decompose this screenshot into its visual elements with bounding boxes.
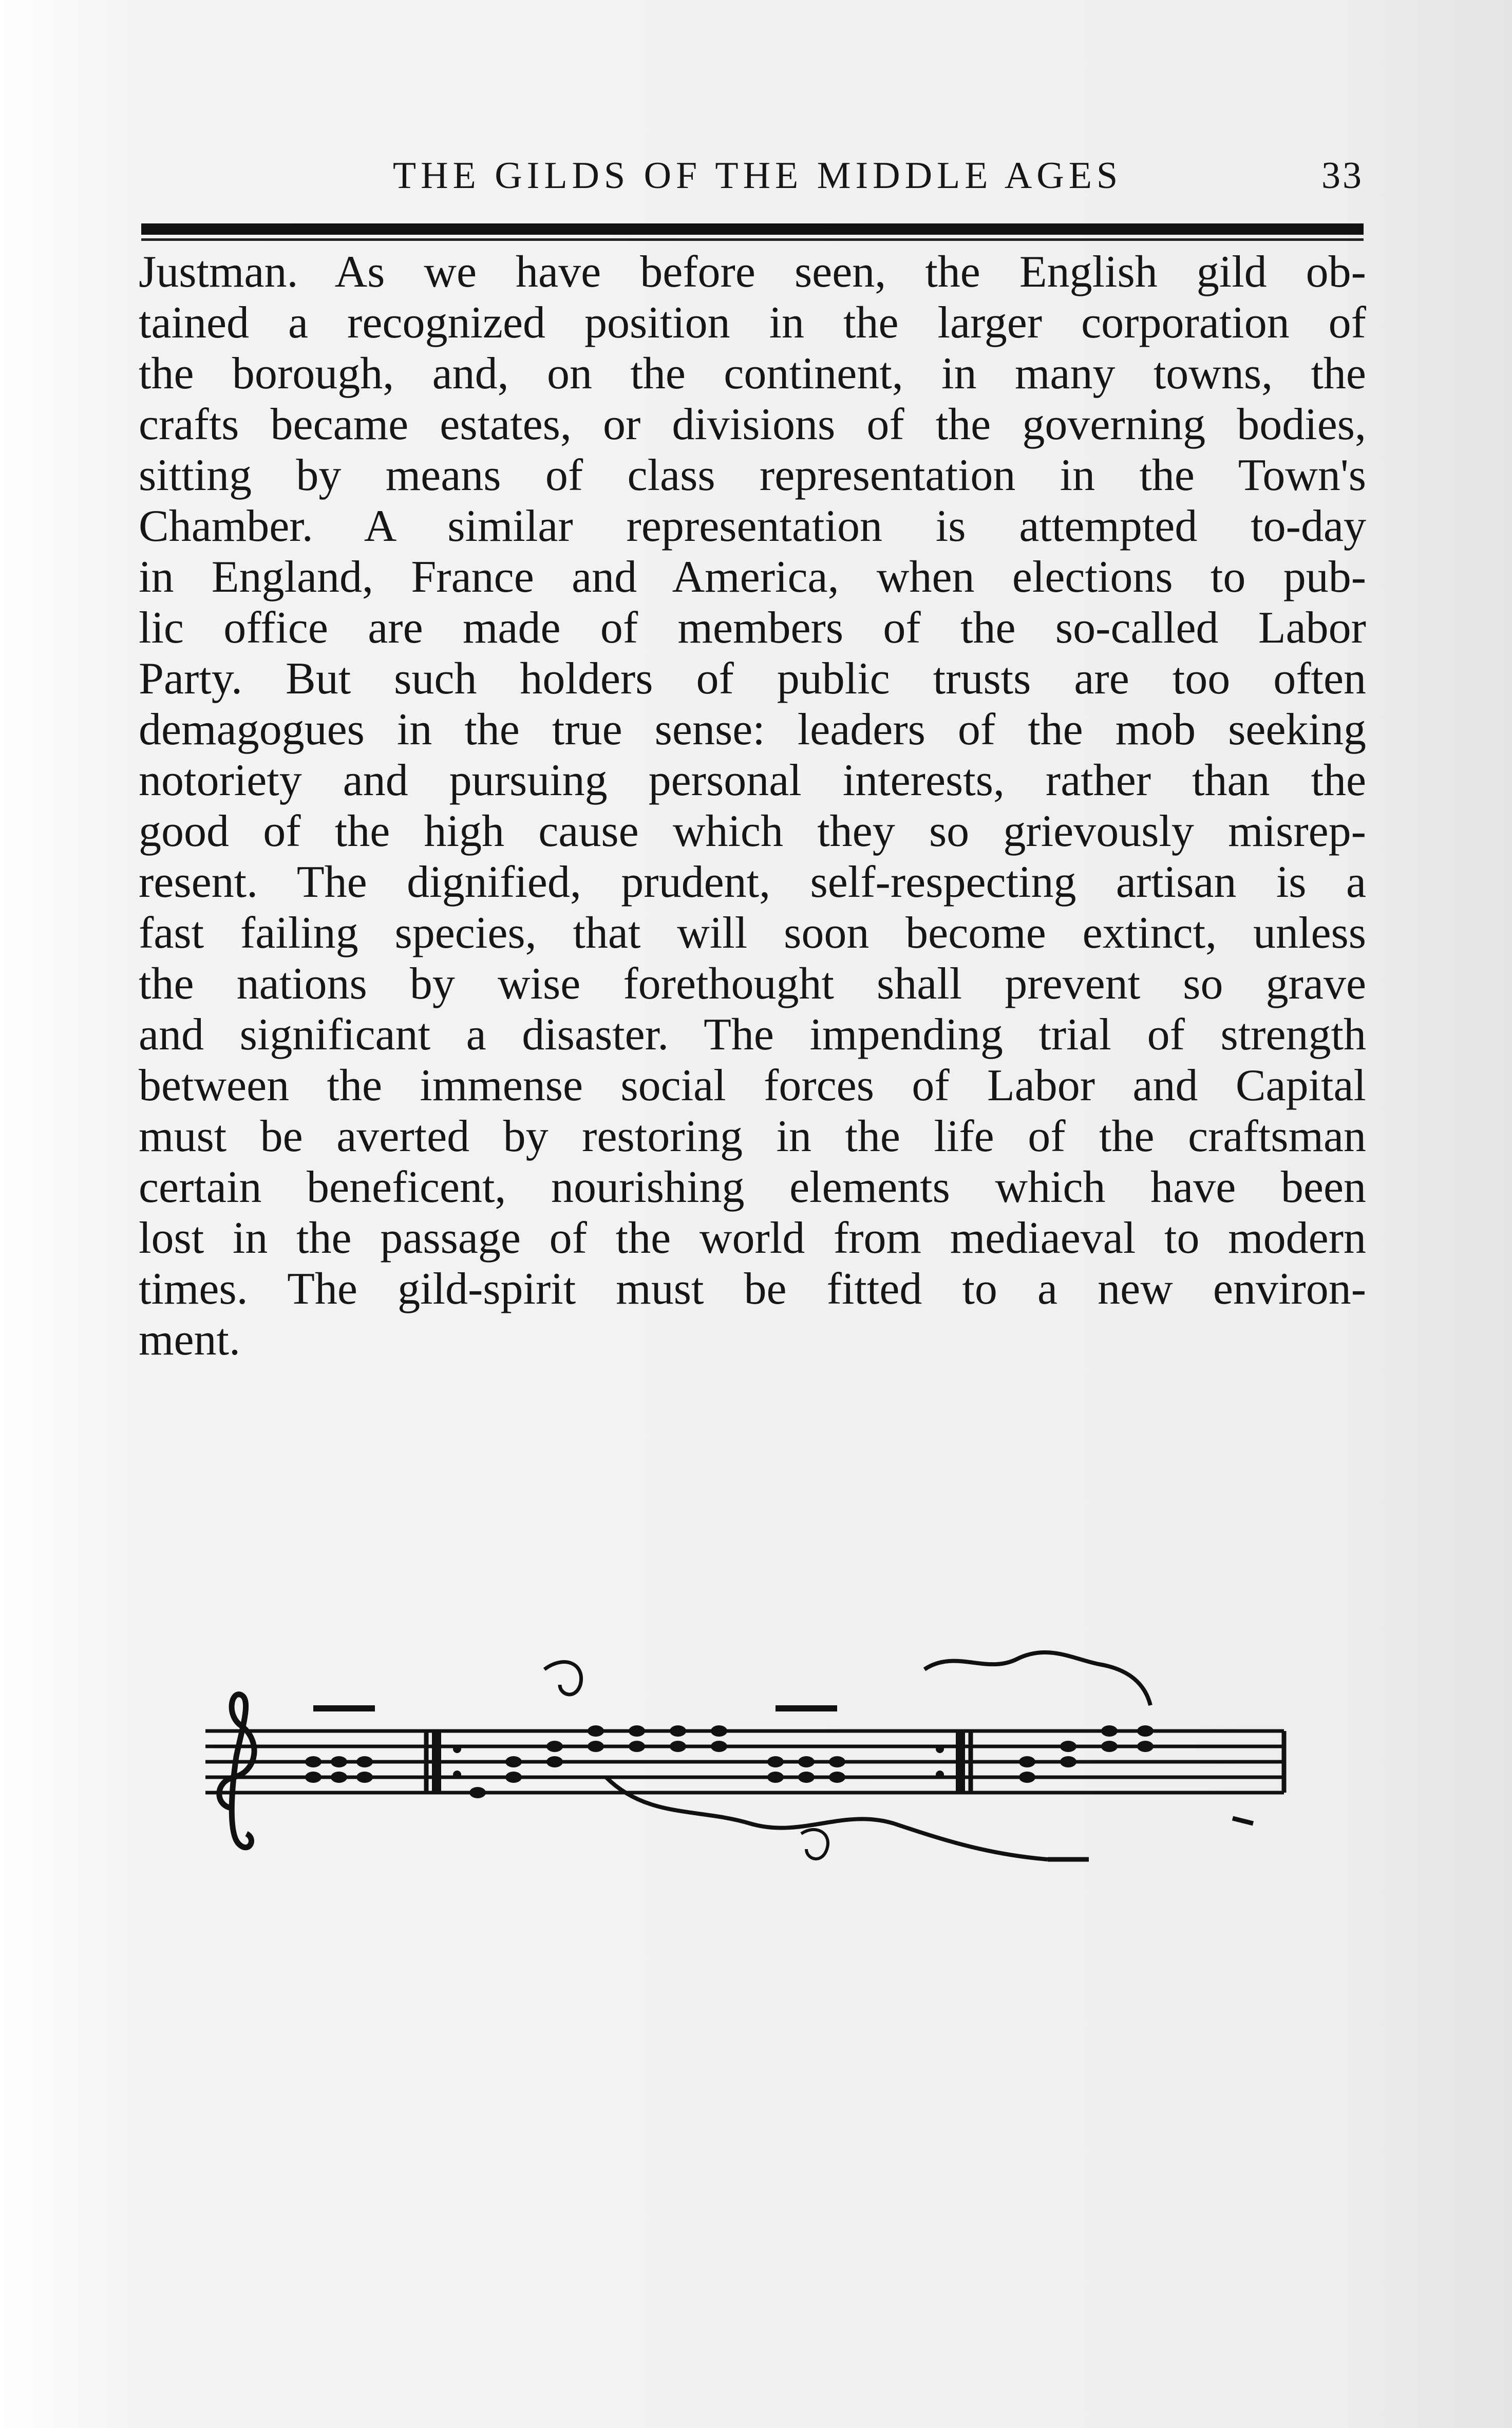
page-number: 33 [1321,155,1364,197]
text-line: Party. But such holders of public trusts are too often [139,654,1366,704]
text-line: times. The gild-spirit must be fitted to a new environ- [139,1264,1366,1314]
header-rule-thick [141,223,1364,235]
running-title: THE GILDS OF THE MIDDLE AGES [392,155,1123,197]
text-line: lic office are made of members of the so-called Labor [139,603,1366,653]
text-line: crafts became estates, or divisions of the governing bodies, [139,400,1366,449]
text-line: Justman. As we have before seen, the English gild ob- [139,247,1366,297]
text-line: ment. [139,1315,240,1365]
text-line: between the immense social forces of Labor and Capital [139,1061,1366,1111]
text-line: tained a recognized position in the larger corporation of [139,298,1366,348]
text-line: lost in the passage of the world from mediaeval to modern [139,1213,1366,1263]
text-line: resent. The dignified, prudent, self-respecting artisan is a [139,857,1366,907]
text-line: and significant a disaster. The impending trial of strength [139,1010,1366,1060]
text-line: sitting by means of class representation in the Town's [139,450,1366,500]
text-line: the nations by wise forethought shall prevent so grave [139,959,1366,1009]
text-line: certain beneficent, nourishing elements which have been [139,1162,1366,1212]
body-paragraph [139,247,1366,1365]
music-staff-vine-icon [185,1639,1294,1926]
page-header [141,154,1364,200]
text-line: in England, France and America, when elections to pub- [139,552,1366,602]
text-line: notoriety and pursuing personal interests, rather than the [139,756,1366,805]
text-line: the borough, and, on the continent, in many towns, the [139,349,1366,399]
text-line: fast failing species, that will soon become extinct, unless [139,908,1366,958]
text-line: must be averted by restoring in the life of the craftsman [139,1112,1366,1161]
text-line: demagogues in the true sense: leaders of the mob seeking [139,705,1366,755]
text-line: Chamber. A similar representation is attempted to-day [139,501,1366,551]
header-rule-thin [141,238,1364,241]
text-line: good of the high cause which they so grievously misrep- [139,806,1366,856]
